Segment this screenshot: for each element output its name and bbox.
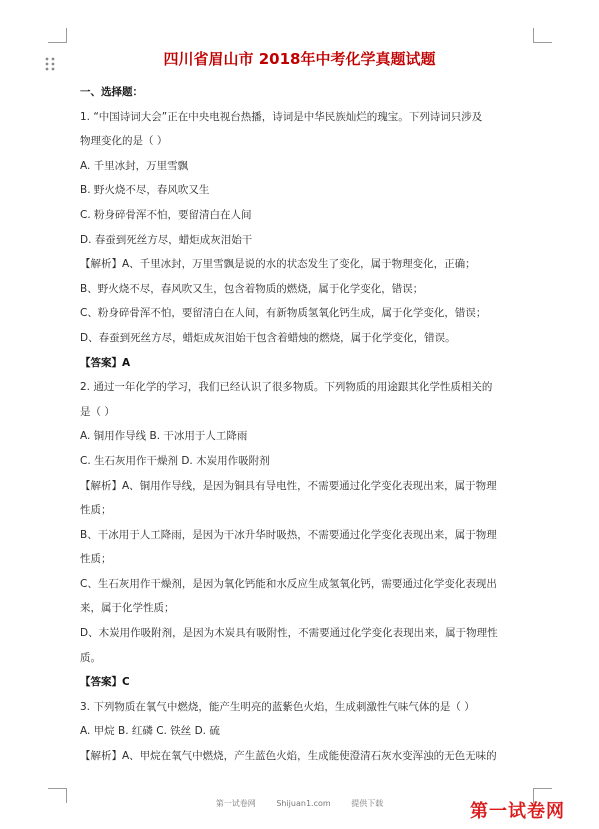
text-line: B. 野火烧不尽，春风吹又生 — [80, 184, 210, 197]
text-line: 1. “中国诗词大会”正在中央电视台热播，诗词是中华民族灿烂的瑰宝。下列诗词只涉及 — [80, 110, 483, 123]
text-line: B、野火烧不尽，春风吹又生，包含着物质的燃烧，属于化学变化，错误； — [80, 282, 424, 295]
text-line: 来，属于化学性质； — [80, 602, 175, 615]
document-title: 四川省眉山市 2018年中考化学真题试题 — [163, 50, 436, 68]
text-line: 质。 — [80, 651, 101, 664]
text-line: 物理变化的是（ ） — [80, 135, 168, 148]
crop-mark-top-right — [533, 28, 552, 43]
section-heading: 一、选择题： — [80, 86, 143, 98]
text-line: 【解析】A、甲烷在氧气中燃烧，产生蓝色火焰，生成能使澄清石灰水变浑浊的无色无味的 — [80, 750, 497, 763]
answer-line: 【答案】C — [80, 676, 130, 689]
text-line: D、春蚕到死丝方尽，蜡炬成灰泪始干包含着蜡烛的燃烧，属于化学变化，错误。 — [80, 331, 456, 344]
crop-mark-top-left — [48, 28, 67, 43]
text-line: B、干冰用于人工降雨，是因为干冰升华时吸热，不需要通过化学变化表现出来，属于物理 — [80, 528, 497, 541]
answer-line: 【答案】A — [80, 356, 131, 369]
site-logo: 第一试卷网 — [470, 801, 565, 822]
text-line: C. 生石灰用作干燥剂 D. 木炭用作吸附剂 — [80, 454, 270, 467]
text-line: 是（ ） — [80, 405, 115, 418]
text-line: A. 千里冰封，万里雪飘 — [80, 159, 189, 172]
text-line: D. 春蚕到死丝方尽，蜡炬成灰泪始干 — [80, 233, 253, 246]
text-line: C、生石灰用作干燥剂，是因为氧化钙能和水反应生成氢氧化钙，需要通过化学变化表现出 — [80, 577, 497, 590]
text-line: C、粉身碎骨浑不怕，要留清白在人间，有新物质氢氧化钙生成，属于化学变化，错误； — [80, 307, 487, 320]
text-line: 性质； — [80, 504, 112, 517]
text-line: C. 粉身碎骨浑不怕，要留清白在人间 — [80, 208, 252, 221]
text-line: 3. 下列物质在氧气中燃烧，能产生明亮的蓝紫色火焰，生成刺激性气味气体的是（ ） — [80, 700, 475, 713]
footer-left-text: 第一试卷网 — [215, 799, 256, 808]
text-line: 性质； — [80, 553, 112, 566]
text-line: 【解析】A、铜用作导线，是因为铜具有导电性，不需要通过化学变化表现出来，属于物理 — [80, 479, 497, 492]
footer-center-text: Shijuan1.com — [276, 799, 331, 808]
document-body — [80, 80, 530, 769]
footer-right-text: 提供下载 — [351, 799, 384, 808]
text-line: D、木炭用作吸附剂，是因为木炭具有吸附性，不需要通过化学变化表现出来，属于物理性 — [80, 627, 498, 640]
text-line: A. 甲烷 B. 红磷 C. 铁丝 D. 硫 — [80, 725, 220, 738]
text-line: 【解析】A、千里冰封，万里雪飘是说的水的状态发生了变化，属于物理变化，正确； — [80, 258, 476, 271]
text-line: 2. 通过一年化学的学习，我们已经认识了很多物质。下列物质的用途跟其化学性质相关的 — [80, 381, 493, 394]
text-line: A. 铜用作导线 B. 干冰用于人工降雨 — [80, 430, 248, 443]
